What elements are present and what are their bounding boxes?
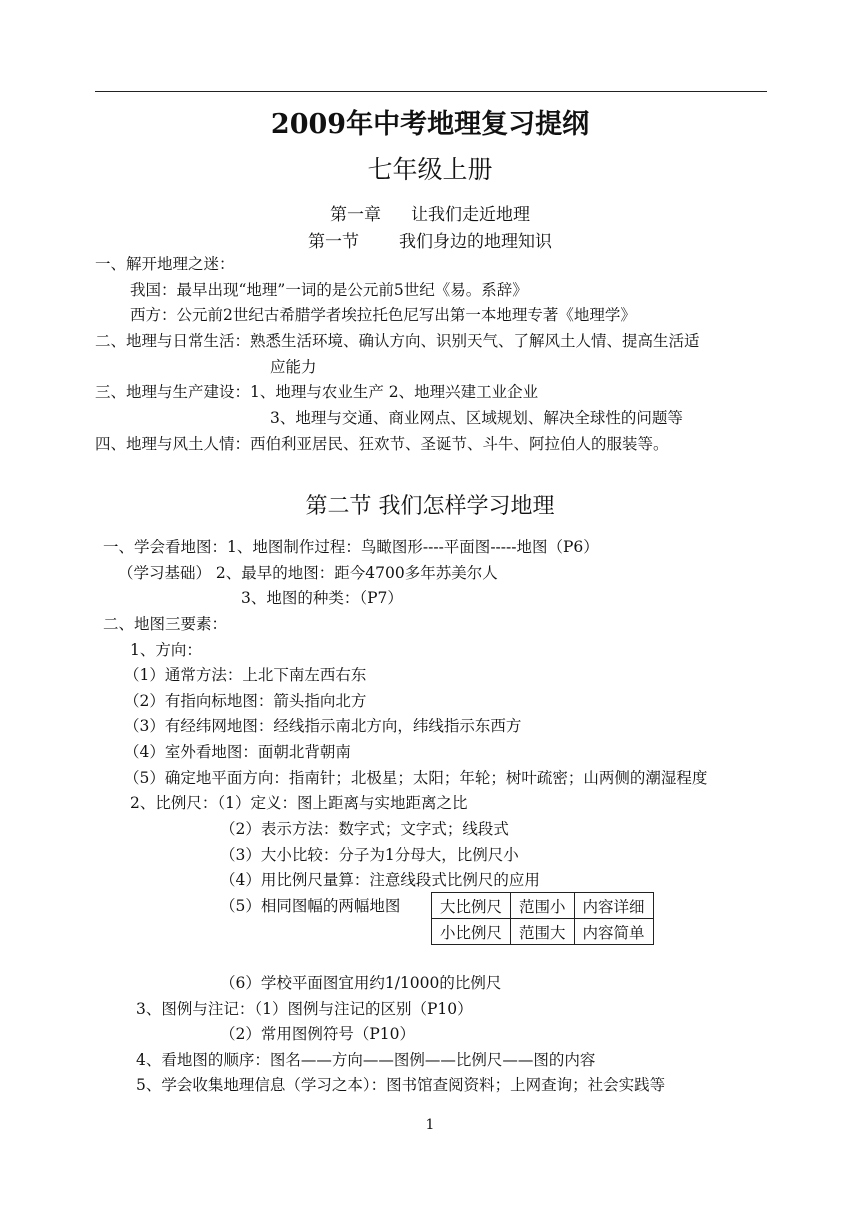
section1-heading [0,227,860,252]
text-line: 3、地理与交通、商业网点、区域规划、解决全球性的问题等 [270,409,683,427]
header-rule [95,91,767,92]
document-title: 2009年中考地理复习提纲 [270,109,590,140]
text-line: （2）有指向标地图：箭头指向北方 [124,692,367,710]
text-line: （2）常用图例符号（P10） [220,1025,416,1043]
section2-heading: 第二节 我们怎样学习地理 [305,494,555,519]
text-line: 二、地理与日常生活：熟悉生活环境、确认方向、识别天气、了解风土人情、提高生活适 [95,332,700,350]
text-line: 5、学会收集地理信息（学习之本）：图书馆查阅资料；上网查询；社会实践等 [136,1076,666,1094]
text-line: （6）学校平面图宜用约1/1000的比例尺 [220,974,502,992]
text-line: 4、看地图的顺序：图名——方向——图例——比例尺——图的内容 [136,1051,596,1069]
chapter-number: 第一章 [330,205,381,225]
table-row [432,919,654,945]
text-line: （3）大小比较：分子为1分母大，比例尺小 [220,846,519,864]
scale-comparison-table [431,892,654,945]
text-line: 1、方向： [130,641,202,659]
text-line: 四、地理与风土人情：西伯利亚居民、狂欢节、圣诞节、斗牛、阿拉伯人的服装等。 [95,435,669,453]
table-row [432,893,654,919]
text-line: （2）表示方法：数字式；文字式；线段式 [220,820,509,838]
text-line: 应能力 [270,358,317,376]
section1-name: 我们身边的地理知识 [399,232,552,252]
table-cell: 内容详细 [574,893,653,919]
grade-subtitle: 七年级上册 [367,155,493,184]
table-cell: 小比例尺 [432,919,511,945]
chapter-heading [0,200,860,225]
text-line: （5）确定地平面方向：指南针；北极星；太阳；年轮；树叶疏密；山两侧的潮湿程度 [124,769,708,787]
text-line: 一、学会看地图：1、地图制作过程：鸟瞰图形----平面图-----地图（P6） [103,538,599,556]
chapter-name: 让我们走近地理 [411,205,530,225]
text-line: （4）用比例尺量算：注意线段式比例尺的应用 [220,871,540,889]
text-line: （5）相同图幅的两幅地图 [220,897,401,915]
text-line: （4）室外看地图：面朝北背朝南 [124,743,351,761]
text-line: 3、地图的种类：（P7） [241,589,403,607]
text-line: 三、地理与生产建设：1、地理与农业生产 2、地理兴建工业企业 [95,383,539,401]
page-number: 1 [425,1117,435,1133]
table-cell: 范围小 [511,893,575,919]
table-cell: 内容简单 [574,919,653,945]
text-line: 西方：公元前2世纪古希腊学者埃拉托色尼写出第一本地理专著《地理学》 [130,306,636,324]
text-line: 二、地图三要素： [103,615,228,633]
text-line: 3、图例与注记：（1）图例与注记的区别（P10） [136,1000,473,1018]
table-cell: 范围大 [511,919,575,945]
text-line: （学习基础） 2、最早的地图：距今4700多年苏美尔人 [118,564,498,582]
text-line: （3）有经纬网地图：经线指示南北方向，纬线指示东西方 [124,717,522,735]
section1-number: 第一节 [308,232,359,252]
text-line: （1）通常方法：上北下南左西右东 [124,666,367,684]
text-line: 2、比例尺：（1）定义：图上距离与实地距离之比 [130,794,468,812]
text-line: 一、解开地理之迷： [95,255,235,273]
text-line: 我国：最早出现“地理”一词的是公元前5世纪《易。系辞》 [130,281,528,299]
table-cell: 大比例尺 [432,893,511,919]
